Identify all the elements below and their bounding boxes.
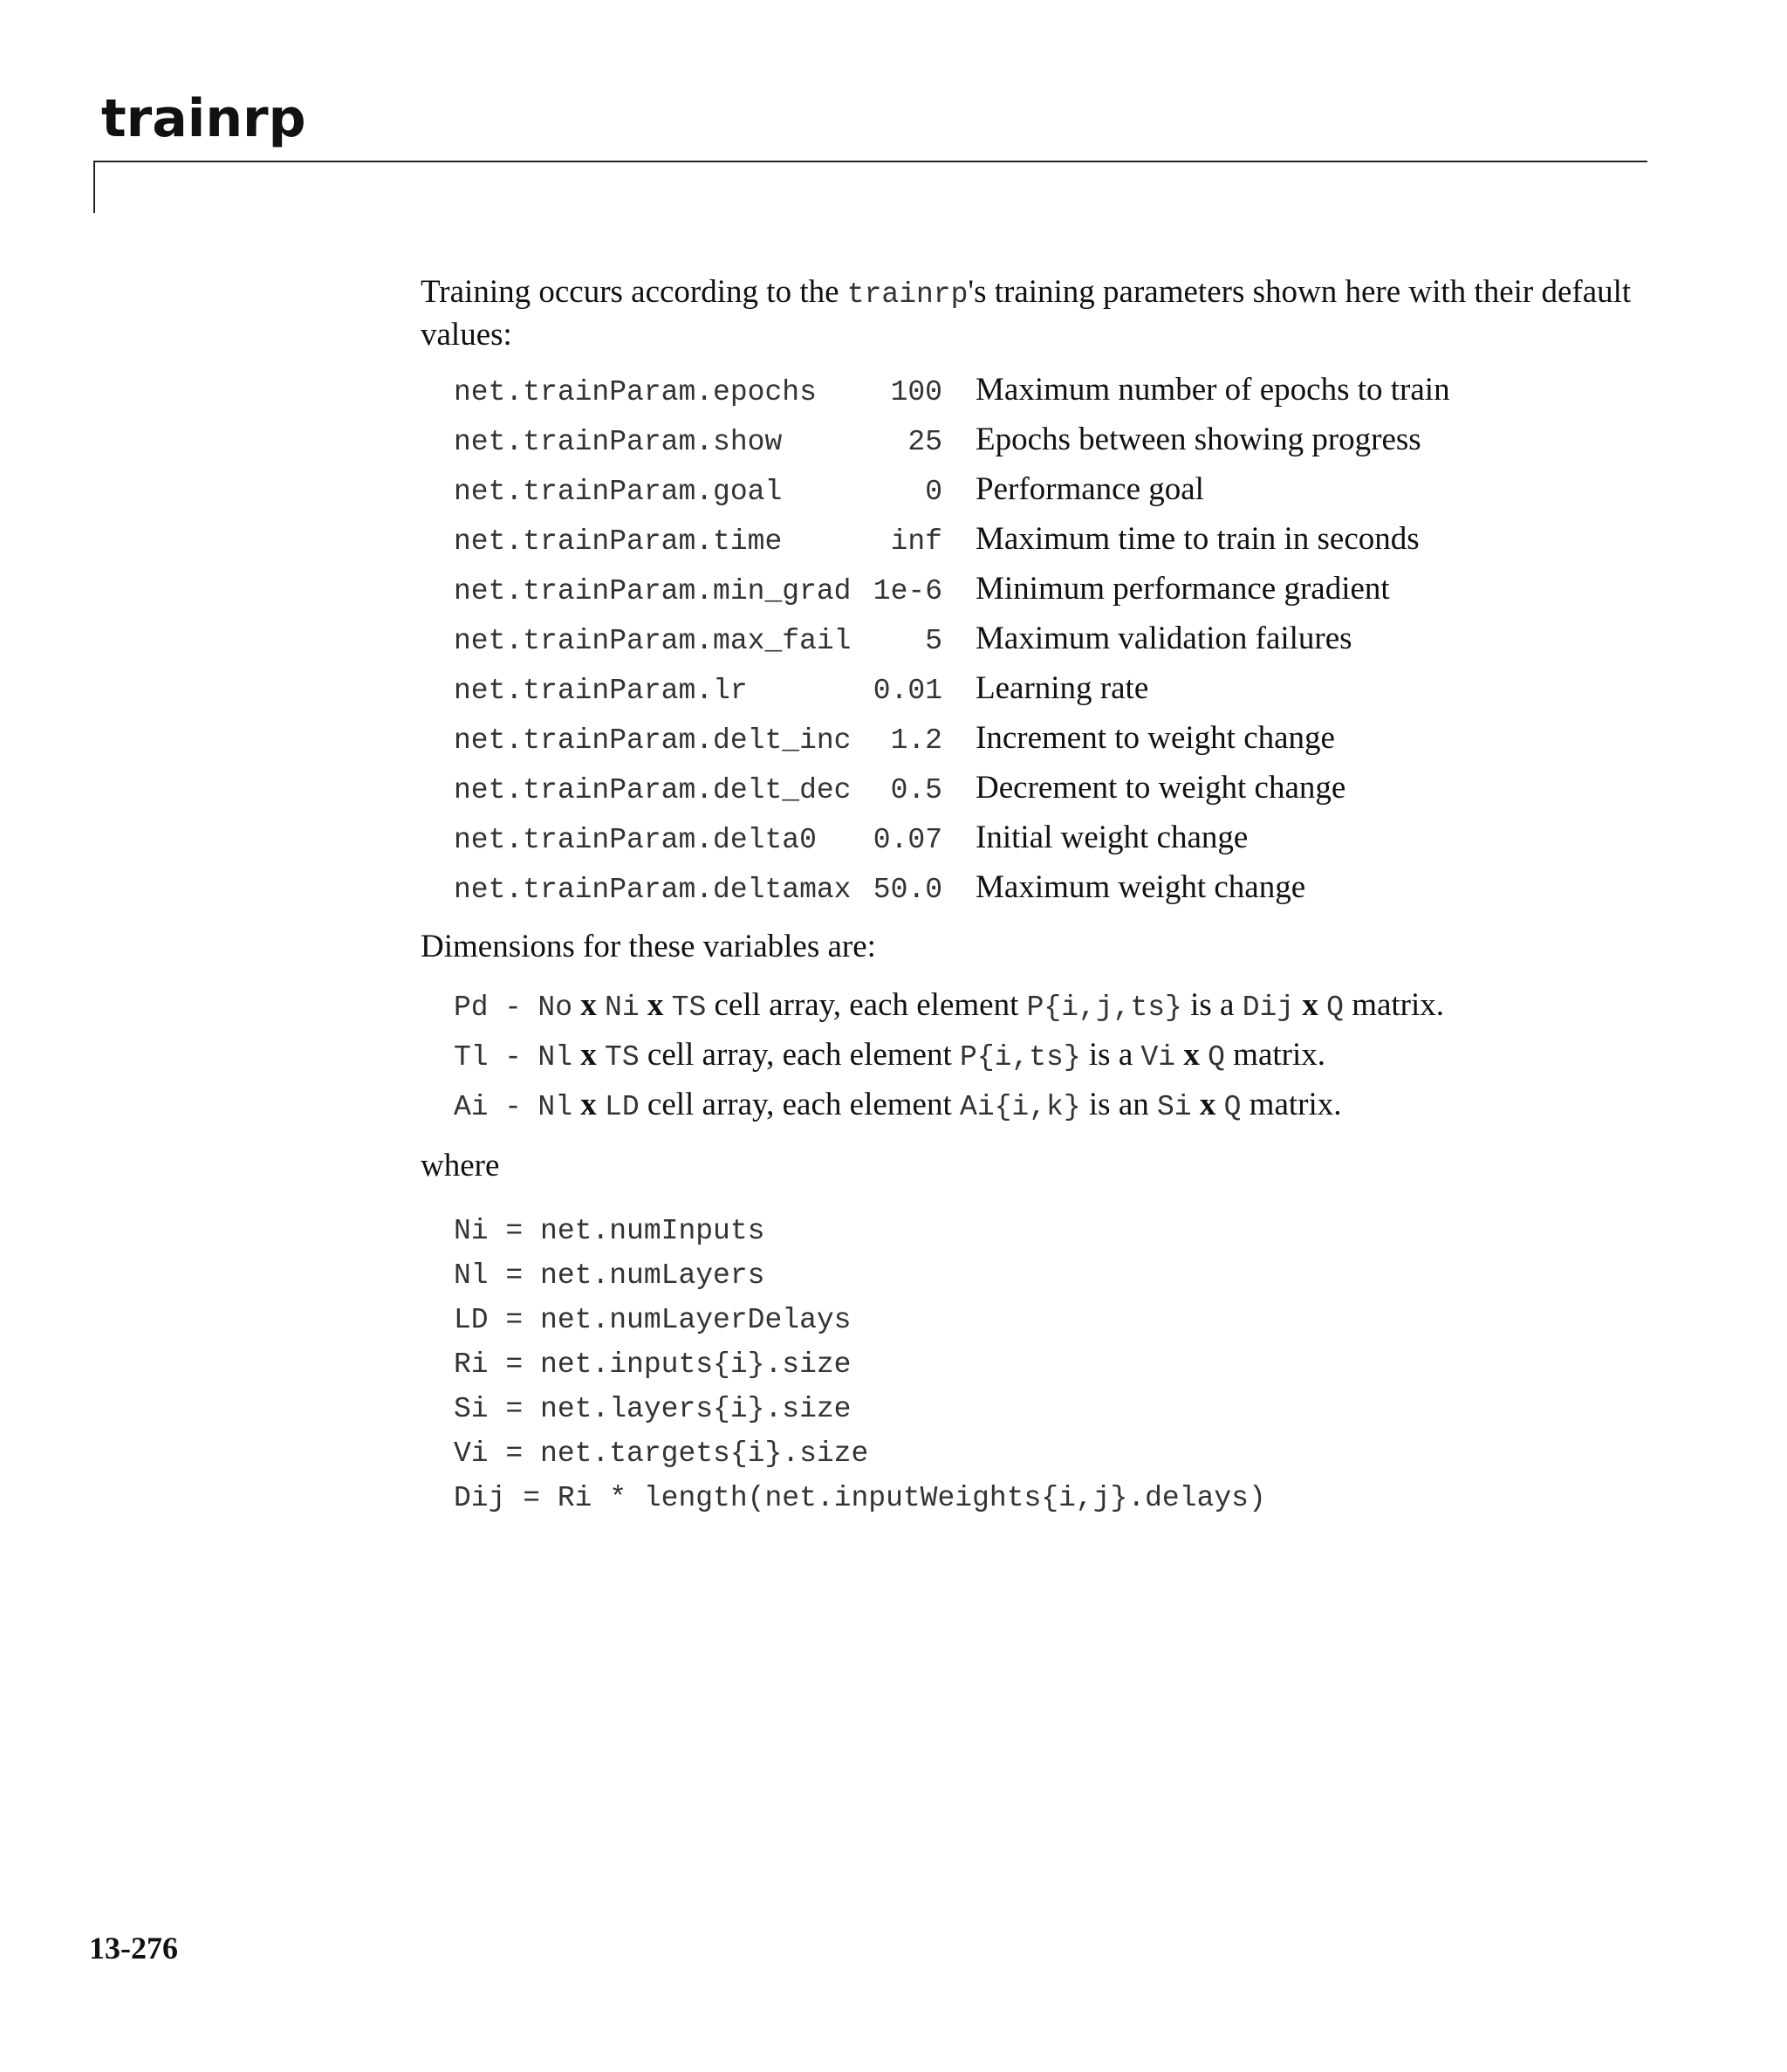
intro-paragraph <box>421 272 1660 355</box>
param-name: net.trainParam.epochs <box>454 376 817 408</box>
param-row <box>454 620 1660 669</box>
param-desc: Learning rate <box>976 670 1149 706</box>
param-value: 0.07 <box>873 824 942 856</box>
param-value: 0 <box>925 476 942 508</box>
dim-text: is a <box>1088 1037 1133 1073</box>
param-name: net.trainParam.deltamax <box>454 874 852 906</box>
dim-var: Tl <box>454 1041 489 1074</box>
dim-size-3: TS <box>671 991 707 1024</box>
dim-var: Ai <box>454 1091 489 1123</box>
param-desc: Initial weight change <box>976 820 1249 855</box>
dim-matrix-rows: Si <box>1157 1091 1192 1123</box>
dim-element: Ai{i,k} <box>960 1091 1081 1123</box>
param-name: net.trainParam.goal <box>454 476 783 508</box>
times-sign: x <box>1183 1037 1200 1073</box>
param-name: net.trainParam.lr <box>454 675 748 707</box>
dim-matrix-cols: Q <box>1326 991 1344 1024</box>
param-name: net.trainParam.delta0 <box>454 824 817 856</box>
param-desc: Decrement to weight change <box>976 770 1346 806</box>
header-rule-tick <box>93 161 95 213</box>
dim-text: cell array, each element <box>647 1037 952 1073</box>
times-sign: x <box>580 1037 597 1073</box>
dim-text: is a <box>1190 987 1235 1023</box>
dimension-row-ai <box>454 1086 1660 1135</box>
param-desc: Minimum performance gradient <box>976 571 1390 607</box>
param-row <box>454 520 1660 570</box>
dim-size-2: Ni <box>605 991 640 1024</box>
param-value: inf <box>890 525 942 558</box>
param-row <box>454 769 1660 819</box>
header-rule <box>94 161 1647 162</box>
param-value: 50.0 <box>873 874 942 906</box>
definition-line: Dij = Ri * length(net.inputWeights{i,j}.delays) <box>454 1482 1266 1514</box>
intro-code: trainrp <box>846 278 969 311</box>
param-value: 1e-6 <box>873 575 942 607</box>
dim-text: cell array, each element <box>714 987 1019 1023</box>
dim-dash: - <box>504 991 522 1024</box>
dimensions-list <box>454 986 1660 1135</box>
param-row <box>454 819 1660 868</box>
param-name: net.trainParam.min_grad <box>454 575 852 607</box>
param-name: net.trainParam.time <box>454 525 783 558</box>
intro-text-after: 's training parameters shown here with their default values: <box>421 274 1632 353</box>
dim-text: cell array, each element <box>647 1087 952 1122</box>
param-value: 1.2 <box>890 724 942 757</box>
param-row <box>454 570 1660 620</box>
times-sign: x <box>580 987 597 1023</box>
main-content <box>421 272 1660 1520</box>
param-desc: Maximum time to train in seconds <box>976 521 1420 557</box>
dim-text: matrix. <box>1352 987 1445 1023</box>
dim-text: matrix. <box>1233 1037 1326 1073</box>
times-sign: x <box>1199 1087 1216 1122</box>
param-name: net.trainParam.delt_dec <box>454 774 852 806</box>
parameter-table <box>454 371 1660 918</box>
definitions-list <box>454 1209 1660 1520</box>
definition-line: Vi = net.targets{i}.size <box>454 1437 869 1470</box>
param-row <box>454 719 1660 769</box>
times-sign: x <box>1302 987 1318 1023</box>
param-row <box>454 470 1660 520</box>
dim-var: Pd <box>454 991 489 1024</box>
param-value: 0.5 <box>890 774 942 806</box>
dim-element: P{i,j,ts} <box>1026 991 1182 1024</box>
dim-matrix-cols: Q <box>1223 1091 1242 1123</box>
definition-line: Ni = net.numInputs <box>454 1215 765 1247</box>
param-row <box>454 669 1660 719</box>
param-value: 100 <box>890 376 942 408</box>
param-row <box>454 421 1660 470</box>
dim-dash: - <box>504 1041 522 1074</box>
param-value: 25 <box>907 426 942 458</box>
param-name: net.trainParam.delt_inc <box>454 724 852 757</box>
param-name: net.trainParam.max_fail <box>454 625 852 657</box>
dim-size-2: LD <box>605 1091 640 1123</box>
times-sign: x <box>580 1087 597 1122</box>
definition-line: Si = net.layers{i}.size <box>454 1393 852 1425</box>
param-desc: Maximum weight change <box>976 869 1306 905</box>
param-name: net.trainParam.show <box>454 426 783 458</box>
param-desc: Maximum validation failures <box>976 621 1352 656</box>
param-row <box>454 371 1660 421</box>
times-sign: x <box>647 987 664 1023</box>
dimensions-heading: Dimensions for these variables are: <box>421 929 876 964</box>
dim-matrix-rows: Vi <box>1140 1041 1176 1074</box>
definition-line: LD = net.numLayerDelays <box>454 1304 852 1336</box>
dim-size-1: Nl <box>537 1041 573 1074</box>
dim-dash: - <box>504 1091 522 1123</box>
dim-element: P{i,ts} <box>960 1041 1081 1074</box>
definition-line: Ri = net.inputs{i}.size <box>454 1348 852 1381</box>
dimension-row-pd <box>454 986 1660 1036</box>
definition-line: Nl = net.numLayers <box>454 1259 765 1292</box>
param-desc: Maximum number of epochs to train <box>976 372 1450 408</box>
dim-size-1: No <box>537 991 573 1024</box>
dim-text: is an <box>1088 1087 1149 1122</box>
param-row <box>454 868 1660 918</box>
dim-matrix-rows: Dij <box>1242 991 1295 1024</box>
dim-text: matrix. <box>1249 1087 1342 1122</box>
intro-text-before: Training occurs according to the <box>421 274 847 310</box>
param-desc: Epochs between showing progress <box>976 422 1421 457</box>
param-value: 5 <box>925 625 942 657</box>
where-heading: where <box>421 1148 500 1184</box>
page-title: trainrp <box>101 88 306 149</box>
dim-matrix-cols: Q <box>1208 1041 1225 1074</box>
dim-size-1: Nl <box>537 1091 573 1123</box>
dimension-row-tl <box>454 1036 1660 1086</box>
page-number: 13-276 <box>89 1931 178 1966</box>
param-desc: Performance goal <box>976 471 1204 507</box>
param-value: 0.01 <box>873 675 942 707</box>
dim-size-2: TS <box>605 1041 640 1074</box>
param-desc: Increment to weight change <box>976 720 1335 756</box>
